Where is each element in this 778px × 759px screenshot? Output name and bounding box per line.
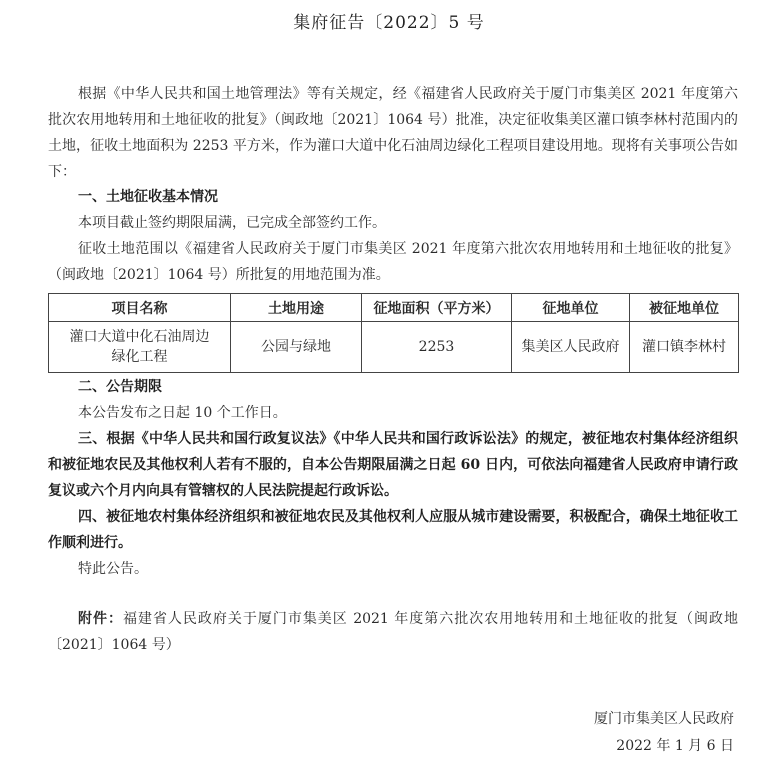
cell-acquiring-unit: 集美区人民政府 bbox=[512, 322, 630, 373]
attachment-text: 福建省人民政府关于厦门市集美区 2021 年度第六批次农用地转用和土地征收的批复（闽政地〔2021〕1064 号） bbox=[48, 611, 739, 653]
attachment-label: 附件： bbox=[78, 611, 123, 627]
table-row bbox=[49, 322, 739, 373]
issue-date: 2022 年 1 月 6 日 bbox=[616, 738, 734, 754]
attachment-paragraph bbox=[48, 606, 738, 658]
section3-paragraph: 三、根据《中华人民共和国行政复议法》《中华人民共和国行政诉讼法》的规定，被征地农村集体经济组织和被征地农民及其他权利人若有不服的，自本公告期限届满之日起 60 日内，可依法向福建省人民政府申请行政复议或六个月内向具有管辖权的人民法院提起行政诉讼。 bbox=[48, 431, 738, 499]
header-acquiring-unit: 征地单位 bbox=[512, 294, 630, 322]
cell-land-use: 公园与绿地 bbox=[231, 322, 362, 373]
document-title: 集府征告〔2022〕5 号 bbox=[293, 13, 485, 33]
header-area: 征地面积（平方米） bbox=[362, 294, 512, 322]
section2-paragraph: 本公告发布之日起 10 个工作日。 bbox=[78, 405, 287, 421]
cell-acquired-unit: 灌口镇李林村 bbox=[630, 322, 739, 373]
section1-paragraph-1: 本项目截止签约期限届满，已完成全部签约工作。 bbox=[78, 215, 386, 231]
cell-area: 2253 bbox=[362, 322, 512, 373]
header-acquired-unit: 被征地单位 bbox=[630, 294, 739, 322]
issuer-name: 厦门市集美区人民政府 bbox=[594, 711, 734, 727]
closing-text: 特此公告。 bbox=[78, 561, 148, 577]
section4-paragraph: 四、被征地农村集体经济组织和被征地农民及其他权利人应服从城市建设需要，积极配合，确保土地征收工作顺利进行。 bbox=[48, 509, 738, 551]
section1-paragraph-2: 征收土地范围以《福建省人民政府关于厦门市集美区 2021 年度第六批次农用地转用和土地征收的批复》（闽政地〔2021〕1064 号）所批复的用地范围为准。 bbox=[48, 241, 738, 283]
header-land-use: 土地用途 bbox=[231, 294, 362, 322]
cell-project-name: 灌口大道中化石油周边绿化工程 bbox=[49, 322, 231, 373]
intro-paragraph: 根据《中华人民共和国土地管理法》等有关规定，经《福建省人民政府关于厦门市集美区 2021 年度第六批次农用地转用和土地征收的批复》（闽政地〔2021〕1064 号）批准，决定征收集美区灌口镇李林村范围内的土地，征收土地面积为 2253 平方米，作为灌口大道中化石油周边绿化工程项目建设用地。现将有关事项公告如下： bbox=[48, 86, 738, 180]
table-header-row bbox=[49, 294, 739, 322]
section2-heading: 二、公告期限 bbox=[78, 379, 162, 395]
section1-heading: 一、土地征收基本情况 bbox=[78, 189, 218, 205]
land-table bbox=[48, 293, 739, 373]
header-project-name: 项目名称 bbox=[49, 294, 231, 322]
